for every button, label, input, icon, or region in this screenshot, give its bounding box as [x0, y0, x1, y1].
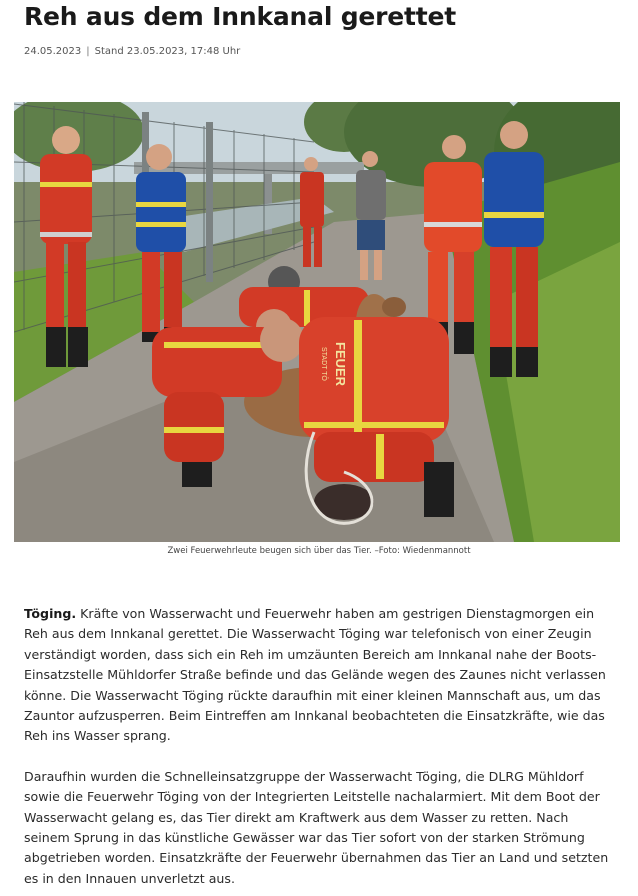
paragraph-1 [24, 604, 616, 747]
photo-caption: Zwei Feuerwehrleute beugen sich über das Tier. –Foto: Wiedenmannott [167, 546, 471, 556]
publish-date: 24.05.2023 [24, 46, 82, 57]
vest-lettering: FEUER [333, 342, 348, 387]
meta-separator: | [86, 46, 90, 57]
article-headline: Reh aus dem Innkanal gerettet [24, 2, 457, 31]
paragraph-2-text: Daraufhin wurden die Schnelleinsatzgruppe der Wasserwacht Töging, die DLRG Mühldorf sowie die Feuerwehr Töging von der Integrierten Leitstelle nachalarmiert. Mit dem Boot der Wasserwacht gelang es, das Tier direkt am Kraftwerk aus dem Wasser zu retten. Nach seinem Sprung in das künstliche Gewässer war das Tier sofort von der starken Strömung abgetrieben worden. Einsatzkräfte der Feuerwehr übernahmen das Tier an Land und setzten es in den Innauen unverletzt aus. [24, 768, 609, 886]
dateline: Töging. [24, 606, 77, 621]
paragraph-2 [24, 767, 616, 889]
article-body [24, 604, 616, 889]
paragraph-1-text: Kräfte von Wasserwacht und Feuerwehr haben am gestrigen Dienstagmorgen ein Reh aus dem Innkanal gerettet. Die Wasserwacht Töging war telefonisch von einer Zeugin verständigt worden, dass sich ein Reh im umzäunten Bereich am Innkanal nahe der Boots-Einsatzstelle Mühldorfer Straße befinde und das Gelände wegen des Zaunes nicht verlassen könne. Die Wasserwacht Töging rückte daraufhin mit einer kleinen Mannschaft aus, um das Zauntor aufzusperren. Beim Eintreffen am Innkanal beobachteten die Einsatzkräfte, wie das Reh ins Wasser sprang. [24, 606, 606, 744]
photo-illustration [14, 102, 620, 542]
vest-lettering-small: STADT TÖ [320, 347, 327, 381]
updated-timestamp: Stand 23.05.2023, 17:48 Uhr [94, 46, 241, 57]
article-meta [24, 46, 240, 57]
article-photo[interactable] [14, 102, 620, 542]
